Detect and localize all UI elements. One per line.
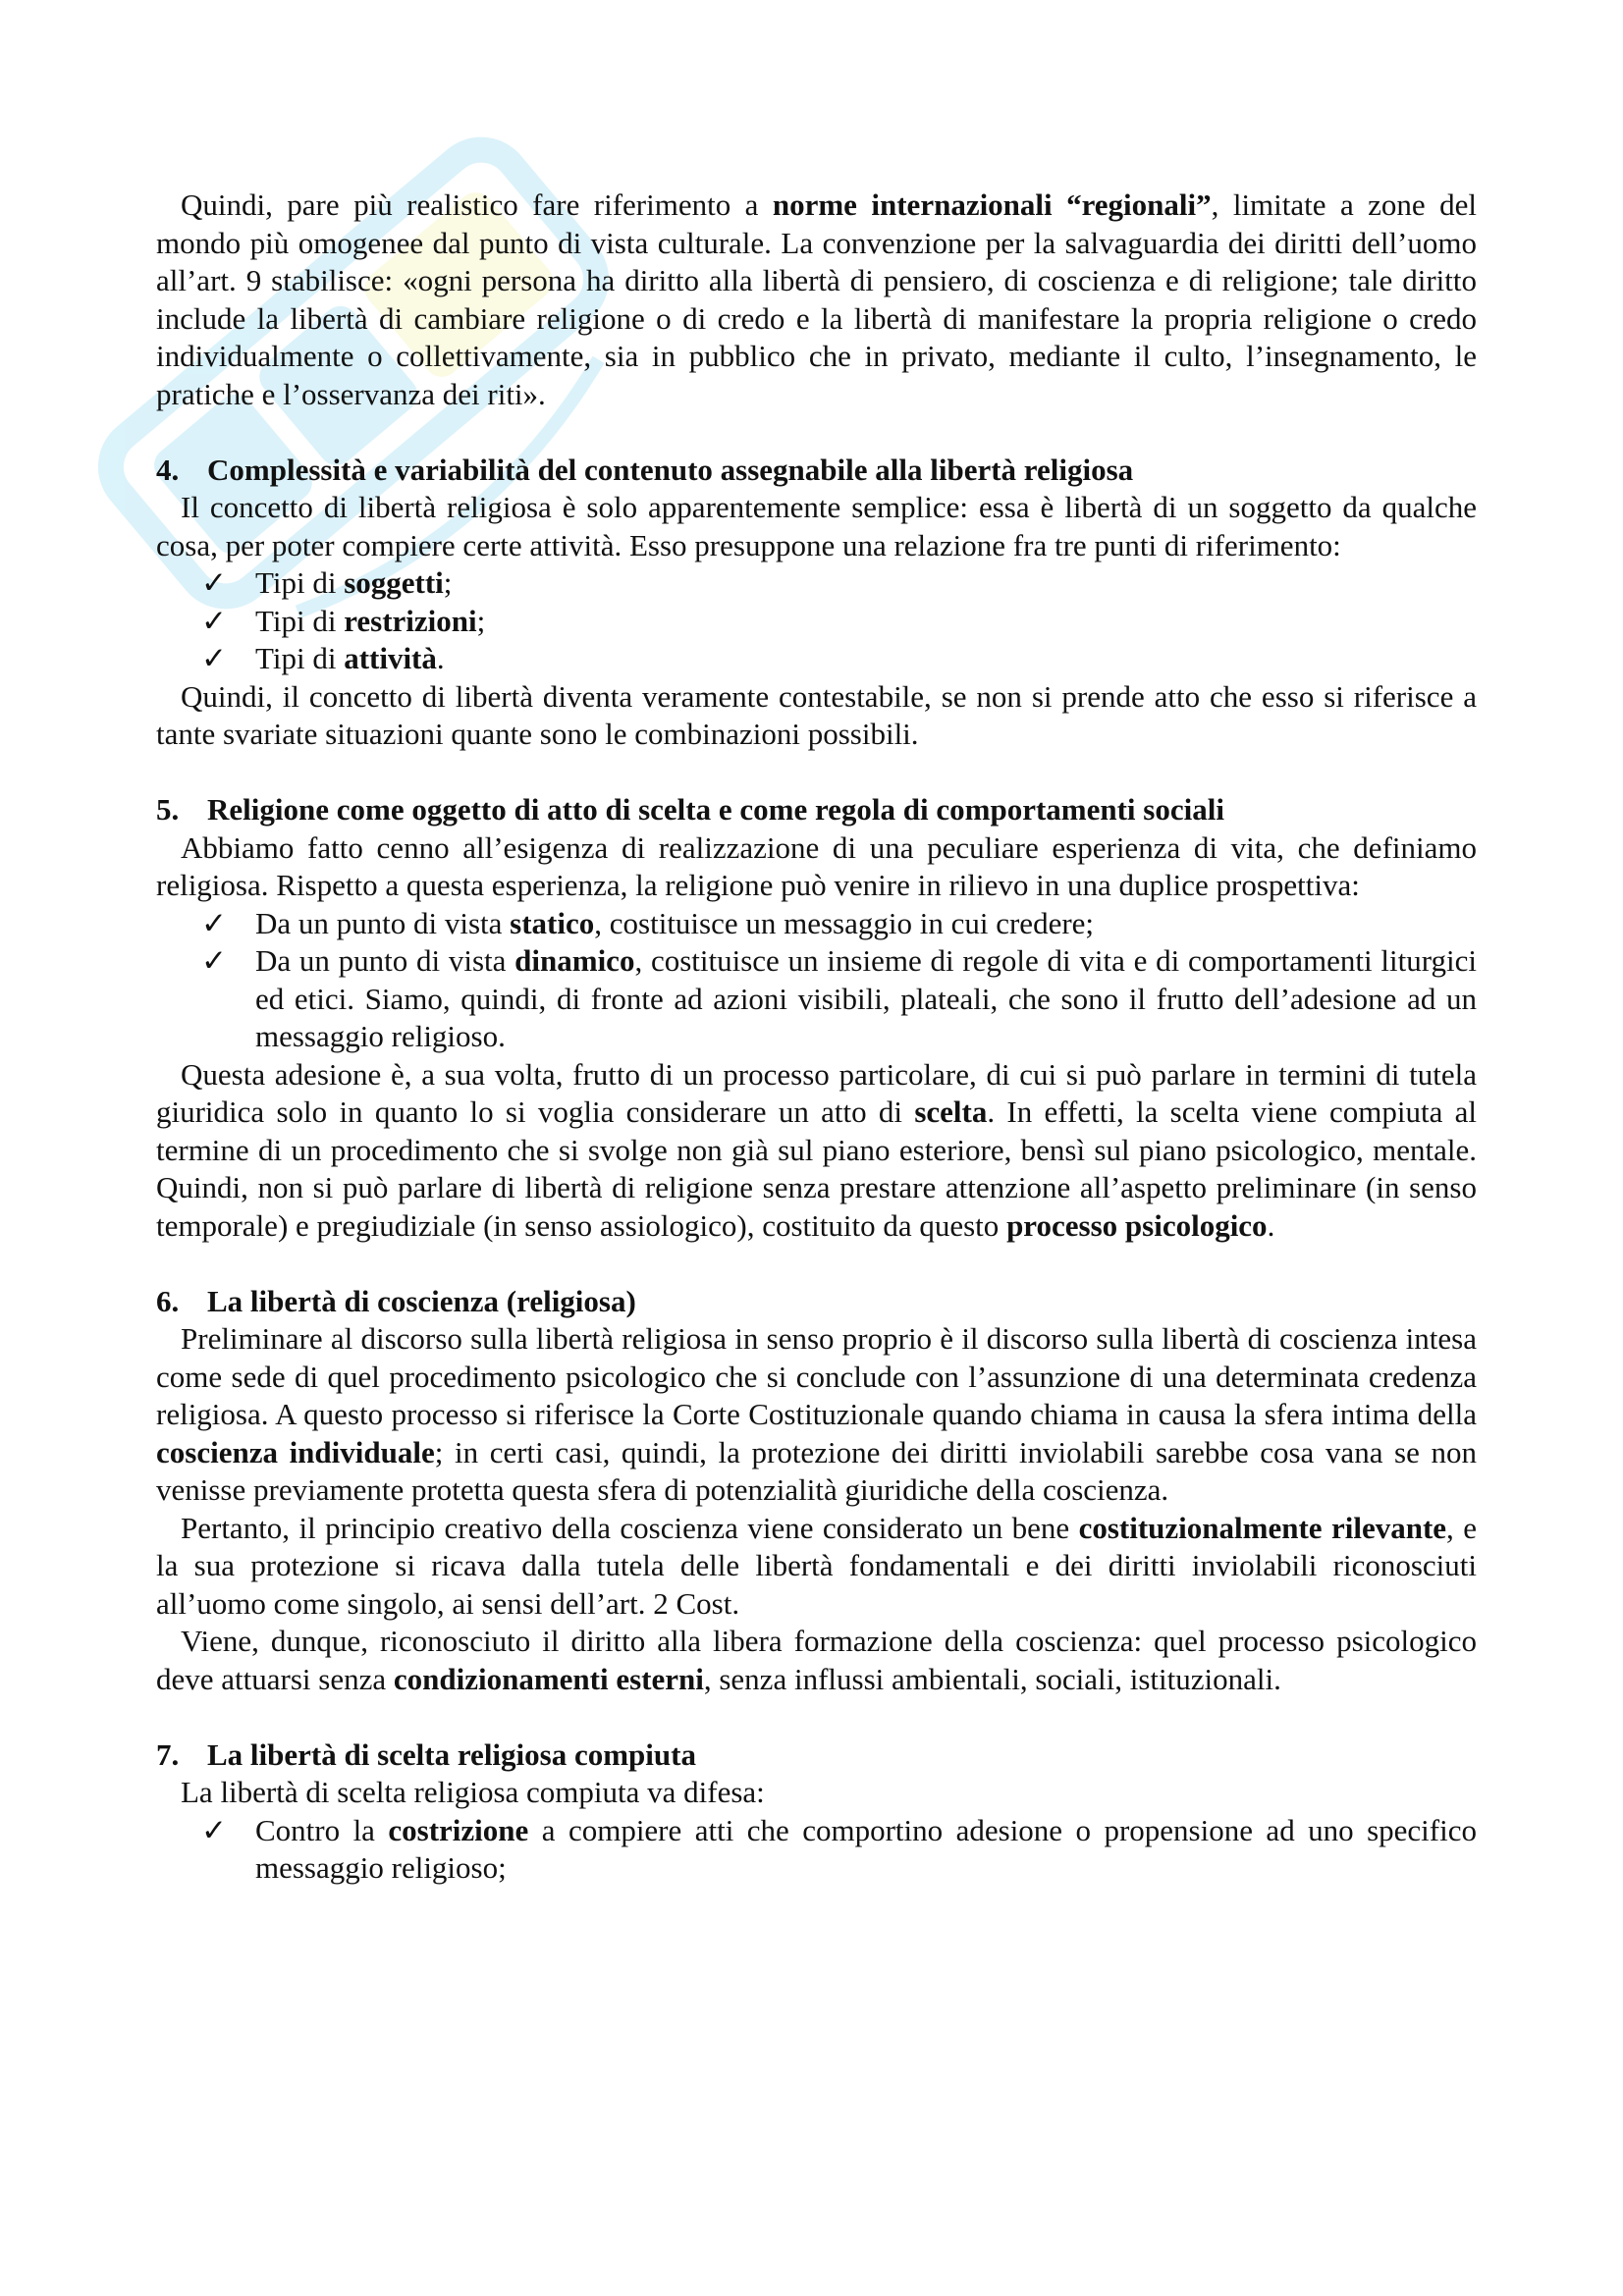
section-4-paragraph-2: Quindi, il concetto di libertà diventa veramente contestabile, se non si prende atto che esso si riferisce a tante svariate situazioni quante sono le combinazioni possibili. <box>156 678 1477 751</box>
list-item <box>156 905 1477 943</box>
bold-run: soggetti <box>344 565 444 600</box>
text-run: . In effetti, la scelta viene compiuta al termine di un procedimento che si svolge non già sul piano esteriore, bensì sul piano psicologico, mentale. Quindi, non si può parlare di libertà di religione senza prestare attenzione all’aspetto preliminare (in senso temporale) e pregiudiziale (in senso assiologico), costituito da questo <box>156 1095 1477 1243</box>
section-title: Complessità e variabilità del contenuto assegnabile alla libertà religiosa <box>207 452 1134 487</box>
list-item <box>156 564 1477 603</box>
list-item <box>156 1812 1477 1888</box>
section-5-paragraph-1: Abbiamo fatto cenno all’esigenza di realizzazione di una peculiare esperienza di vita, che definiamo religiosa. Rispetto a questa esperienza, la religione può venire in rilievo in una duplice prospettiva: <box>156 829 1477 902</box>
section-6-paragraph-3 <box>156 1623 1477 1698</box>
document-page <box>156 187 1477 1888</box>
checkmark-icon: ✓ <box>201 905 227 940</box>
text-run: . <box>436 641 445 675</box>
text-run: a compiere atti che comportino adesione o propensione ad uno specifico messaggio religioso; <box>255 1812 1477 1885</box>
section-4-checklist <box>156 564 1477 678</box>
section-7-paragraph-1: La libertà di scelta religiosa compiuta va difesa: <box>181 1775 765 1809</box>
bold-run: processo psicologico <box>1006 1207 1268 1243</box>
checkmark-icon: ✓ <box>201 641 227 675</box>
section-number: 4. <box>156 452 180 487</box>
section-5-paragraph-2 <box>156 1056 1477 1246</box>
text-run: Da un punto di vista <box>255 943 515 978</box>
list-item <box>156 640 1477 678</box>
text-run: Preliminare al discorso sulla libertà religiosa in senso proprio è il discorso sulla libertà di coscienza intesa come sede di quel procedimento psicologico che si conclude con l’assunzione di una determinata credenza religiosa. A questo processo si riferisce la Corte Costituzionale quando chiama in causa la sfera intima della <box>156 1321 1477 1431</box>
text-run: . <box>1267 1207 1275 1243</box>
bold-run: statico <box>510 905 595 940</box>
text-run: Contro la <box>255 1812 389 1847</box>
section-6-paragraph-1 <box>156 1320 1477 1510</box>
section-title: La libertà di scelta religiosa compiuta <box>207 1736 696 1772</box>
section-4-paragraph-1: Il concetto di libertà religiosa è solo apparentemente semplice: essa è libertà di un soggetto da qualche cosa, per poter compiere certe attività. Esso presuppone una relazione fra tre punti di riferimento: <box>156 490 1477 562</box>
text-run: , e la sua protezione si ricava dalla tutela delle libertà fondamentali e dei diritti inviolabili riconosciuti all’uomo come singolo, ai sensi dell’art. 2 Cost. <box>156 1510 1477 1621</box>
checkmark-icon: ✓ <box>201 1812 227 1847</box>
text-run: Questa adesione è, a sua volta, frutto di un processo particolare, di cui si può parlare in termini di tutela giuridica solo in quanto lo si voglia considerare un atto di <box>156 1056 1477 1129</box>
text-run: ; <box>476 603 486 638</box>
text-run: Tipi di <box>255 565 345 600</box>
text-run: Viene, dunque, riconosciuto il diritto alla libera formazione della coscienza: quel processo psicologico deve attuarsi senza <box>156 1624 1477 1696</box>
intro-paragraph <box>156 187 1477 413</box>
section-heading-5 <box>156 791 1477 829</box>
bold-run: dinamico <box>514 943 635 978</box>
section-6-paragraph-2 <box>156 1510 1477 1624</box>
list-item <box>156 603 1477 641</box>
text-run: , costituisce un messaggio in cui credere; <box>594 905 1095 940</box>
section-title: Religione come oggetto di atto di scelta e come regola di comportamenti sociali <box>207 792 1224 827</box>
bold-run: restrizioni <box>344 603 477 638</box>
text-run: , limitate a zone del mondo più omogenee dal punto di vista culturale. La convenzione per la salvaguardia dei diritti dell’uomo all’art. 9 stabilisce: «ogni persona ha diritto alla libertà di pensiero, di coscienza e di religione; tale diritto include la libertà di cambiare religione o di credo e la libertà di manifestare la propria religione o credo individualmente o collettivamente, sia in pubblico che in privato, mediante il culto, l’insegnamento, le pratiche e l’osservanza dei riti». <box>156 187 1477 411</box>
text-run: Tipi di <box>255 641 345 675</box>
section-number: 5. <box>156 792 180 827</box>
bold-run: condizionamenti esterni <box>393 1661 704 1696</box>
section-number: 7. <box>156 1736 180 1772</box>
text-run: Quindi, pare più realistico fare riferimento a <box>181 187 773 222</box>
bold-run: norme internazionali “regionali” <box>772 187 1212 222</box>
section-heading-6 <box>156 1283 1477 1321</box>
text-run: Da un punto di vista <box>255 905 511 940</box>
checkmark-icon: ✓ <box>201 943 227 978</box>
text-run: Tipi di <box>255 603 345 638</box>
text-run: , senza influssi ambientali, sociali, istituzionali. <box>703 1661 1281 1696</box>
text-run: ; <box>443 565 453 600</box>
section-number: 6. <box>156 1283 180 1318</box>
section-7-checklist <box>156 1812 1477 1888</box>
text-run: , costituisce un insieme di regole di vita e di comportamenti liturgici ed etici. Siamo, quindi, di fronte ad azioni visibili, plateali, che sono il frutto dell’adesione ad un messaggio religioso. <box>255 943 1477 1053</box>
section-heading-7 <box>156 1736 1477 1775</box>
section-heading-4 <box>156 452 1477 490</box>
bold-run: attività <box>344 641 437 675</box>
list-item <box>156 942 1477 1056</box>
section-title: La libertà di coscienza (religiosa) <box>207 1283 636 1318</box>
text-run: Pertanto, il principio creativo della coscienza viene considerato un bene <box>181 1510 1079 1545</box>
section-5-checklist <box>156 905 1477 1056</box>
checkmark-icon: ✓ <box>201 603 227 638</box>
bold-run: scelta <box>914 1095 988 1129</box>
bold-run: coscienza individuale <box>156 1434 435 1469</box>
bold-run: costrizione <box>388 1812 529 1847</box>
bold-run: costituzionalmente rilevante <box>1078 1510 1447 1545</box>
checkmark-icon: ✓ <box>201 565 227 600</box>
text-run: ; in certi casi, quindi, la protezione dei diritti inviolabili sarebbe cosa vana se non venisse previamente protetta questa sfera di potenzialità giuridiche della coscienza. <box>156 1434 1477 1507</box>
